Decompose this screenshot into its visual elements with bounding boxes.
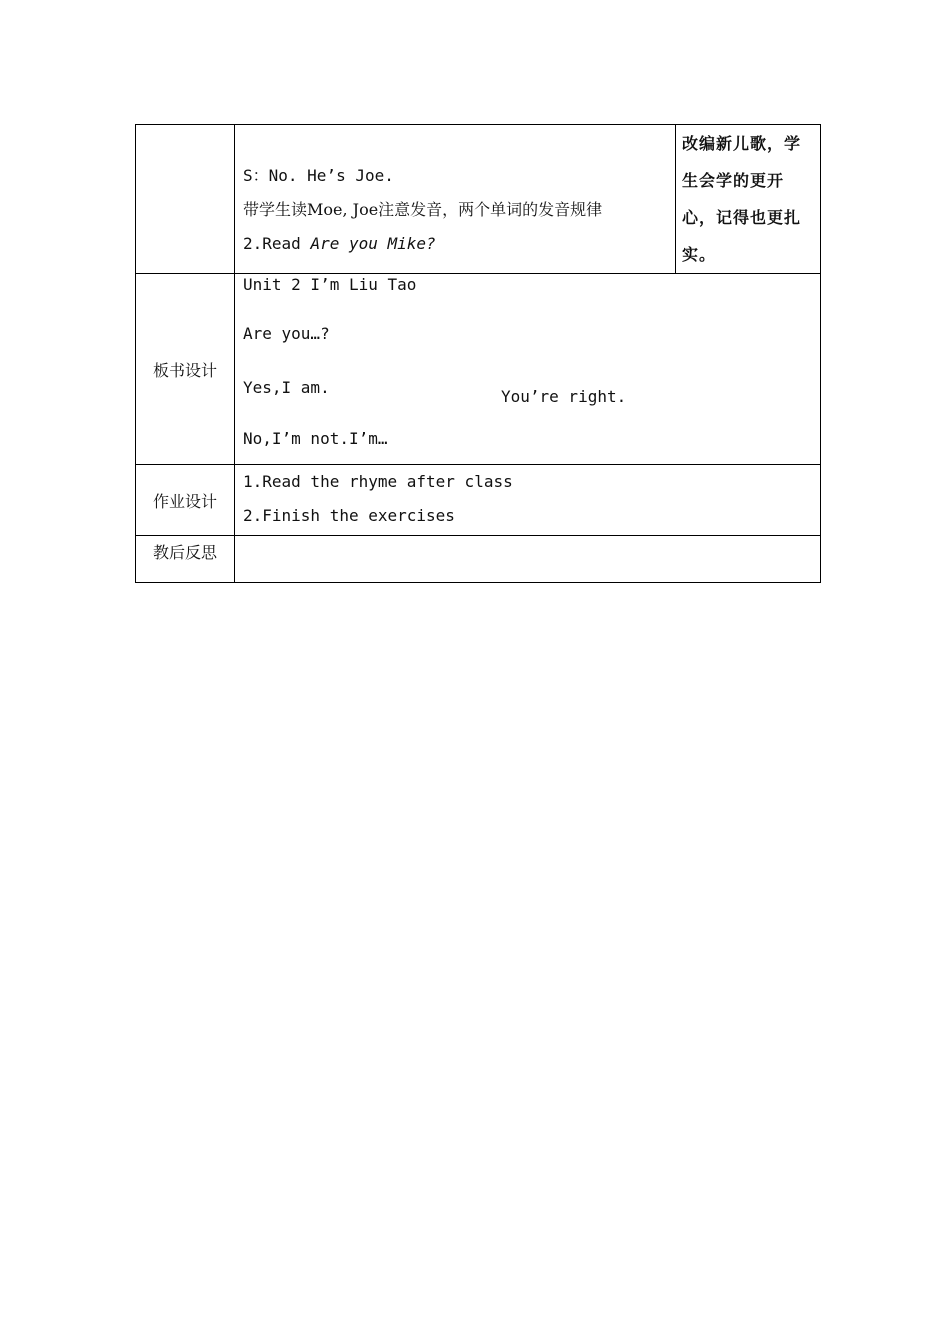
board-right: You’re right. [501,387,627,406]
design-note-cell: 改编新儿歌，学生会学的更开心，记得也更扎实。 [676,125,821,274]
board-design-cell [235,274,821,465]
reflection-label: 教后反思 [136,536,235,583]
homework-item: 2.Finish the exercises [243,506,455,525]
board-yes: Yes,I am. [243,378,330,397]
reflection-cell [235,536,821,583]
homework-label: 作业设计 [136,465,235,536]
table-row [136,125,821,274]
lesson-plan-table [135,124,821,583]
homework-item: 1.Read the rhyme after class [243,472,513,491]
empty-label-cell [136,125,235,274]
procedure-line: S：No. He’s Joe. [243,166,394,185]
board-title: Unit 2 I’m Liu Tao [243,275,417,294]
read-italic-text: Are you Mike? [310,234,436,253]
board-no: No,I’m not.I’m… [243,429,388,448]
homework-cell [235,465,821,536]
table-row [136,465,821,536]
board-design-label: 板书设计 [136,274,235,465]
procedure-line [243,227,667,261]
read-text: 2.Read [243,234,311,253]
table-row [136,274,821,465]
board-question: Are you…? [243,324,330,343]
procedure-line: 带学生读Moe, Joe注意发音，两个单词的发音规律 [243,200,603,219]
table-row [136,536,821,583]
board-answer-row [243,358,812,406]
procedure-cell [235,125,676,274]
